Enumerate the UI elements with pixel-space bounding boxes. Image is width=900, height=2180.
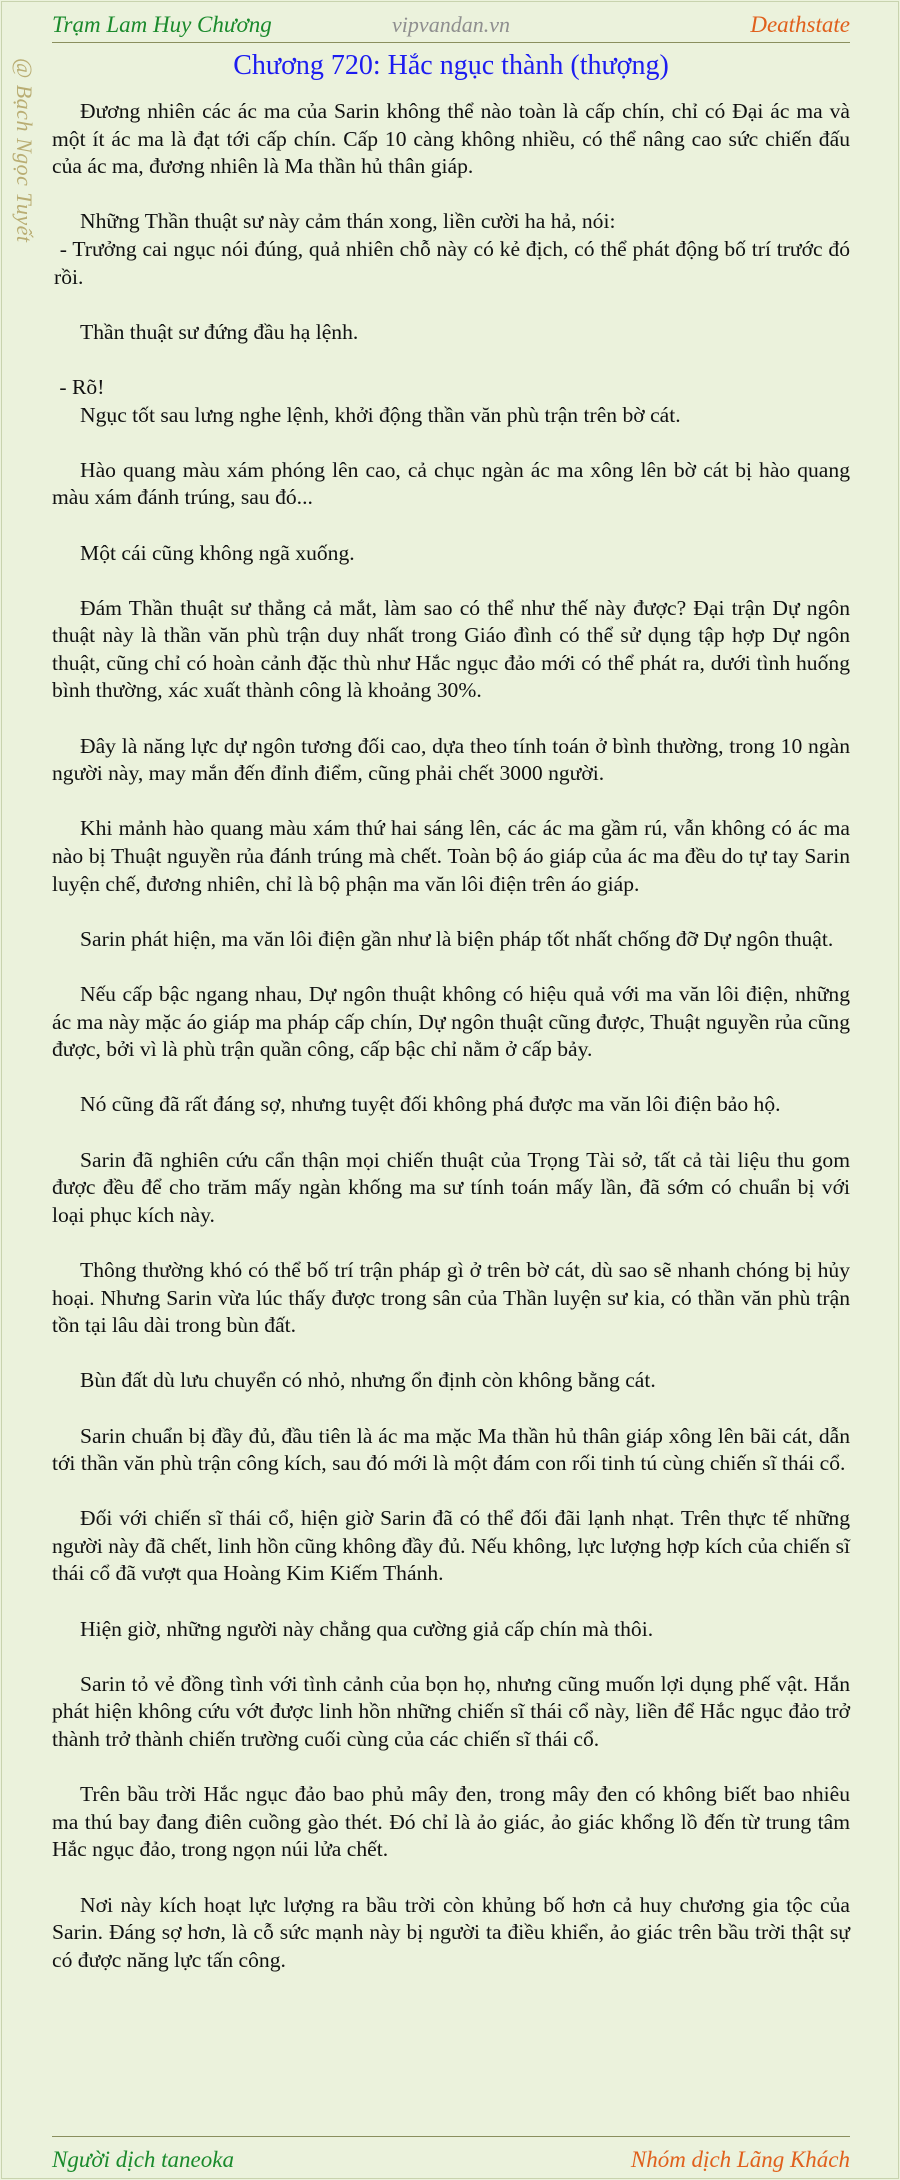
paragraph — [52, 208, 856, 291]
paragraph-line: Đối với chiến sĩ thái cổ, hiện giờ Sarin đã có thể đối đãi lạnh nhạt. Trên thực tế những người này đã chết, linh hồn cũng không đầy đủ. Nếu không, lực lượng hợp kích của chiến sĩ thái cổ đã vượt qua Hoàng Kim Kiếm Thánh. — [52, 1506, 850, 1586]
paragraph-line: Đây là năng lực dự ngôn tương đối cao, dựa theo tính toán ở bình thường, trong 10 ngàn người này, may mắn đến đỉnh điểm, cũng phải chết 3000 người. — [52, 733, 850, 786]
header-book-title: Trạm Lam Huy Chương — [52, 12, 272, 37]
paragraph — [52, 540, 850, 568]
paragraph-line: Sarin tỏ vẻ đồng tình với tình cảnh của bọn họ, nhưng cũng muốn lợi dụng phế vật. Hắn phát hiện không cứu vớt được linh hồn những chiến sĩ thái cổ này, liền để Hắc ngục đảo trở thành trở thành chiến trường cuối cùng của các chiến sĩ thái cổ. — [52, 1671, 850, 1752]
paragraph — [52, 1781, 850, 1864]
paragraph — [52, 1257, 850, 1340]
paragraph-line: Những Thần thuật sư này cảm thán xong, liền cười ha hả, nói: — [80, 209, 616, 234]
paragraph-line: Khi mảnh hào quang màu xám thứ hai sáng lên, các ác ma gầm rú, vẫn không có ác ma nào bị Thuật nguyền rủa đánh trúng mà chết. Toàn bộ áo giáp của ác ma đều do tự tay Sarin luyện chế, đương nhiên, chỉ là bộ phận ma văn lôi điện trên áo giáp. — [52, 816, 850, 896]
paragraph-line: Nơi này kích hoạt lực lượng ra bầu trời còn khủng bố hơn cả huy chương gia tộc của Sarin. Đáng sợ hơn, là cỗ sức mạnh này bị người ta điều khiển, ảo giác trên bầu trời thật sự có được năng lực tấn công. — [52, 1892, 850, 1972]
chapter-body — [52, 98, 856, 2002]
paragraph-line: Một cái cũng không ngã xuống. — [80, 540, 355, 565]
paragraph — [52, 1367, 850, 1395]
paragraph — [52, 1671, 850, 1754]
paragraph — [52, 733, 850, 788]
paragraph — [52, 926, 850, 954]
paragraph — [52, 595, 850, 705]
paragraph — [52, 815, 850, 898]
paragraph — [52, 1616, 850, 1644]
paragraph-line: Hào quang màu xám phóng lên cao, cả chục ngàn ác ma xông lên bờ cát bị hào quang màu xám đánh trúng, sau đó... — [52, 457, 850, 510]
side-watermark: @ Bạch Ngọc Tuyết — [12, 58, 37, 243]
paragraph-line: Bùn đất dù lưu chuyển có nhỏ, nhưng ổn định còn không bằng cát. — [80, 1368, 656, 1393]
paragraph-line: Hiện giờ, những người này chẳng qua cường giả cấp chín mà thôi. — [80, 1616, 654, 1641]
paragraph-line: Nếu cấp bậc ngang nhau, Dự ngôn thuật không có hiệu quả với ma văn lôi điện, những ác ma này mặc áo giáp ma pháp cấp chín, Dự ngôn thuật cũng được, Thuật nguyền rủa cũng được, bởi vì là phù trận quần công, cấp bậc chỉ nằm ở cấp bảy. — [52, 982, 850, 1062]
paragraph — [52, 98, 850, 181]
paragraph — [52, 1147, 850, 1230]
header-site: vipvandan.vn — [392, 12, 510, 37]
page-header — [52, 8, 850, 43]
paragraph-line: Thần thuật sư đứng đầu hạ lệnh. — [80, 319, 359, 344]
paragraph-line: - Trưởng cai ngục nói đúng, quả nhiên chỗ này có kẻ địch, có thể phát động bố trí trước đó rồi. — [54, 236, 856, 289]
paragraph-line: Trên bầu trời Hắc ngục đảo bao phủ mây đen, trong mây đen có không biết bao nhiêu ma thú bay đang điên cuồng gào thét. Đó chỉ là ảo giác, ảo giác khổng lồ đến từ trung tâm Hắc ngục đảo, trong ngọn núi lửa chết. — [52, 1782, 850, 1862]
paragraph — [52, 1892, 850, 1975]
header-author: Deathstate — [750, 12, 850, 37]
paragraph — [52, 981, 850, 1064]
chapter-title: Chương 720: Hắc ngục thành (thượng) — [233, 50, 669, 81]
page-footer — [52, 2136, 850, 2171]
paragraph-line: Thông thường khó có thể bố trí trận pháp gì ở trên bờ cát, dù sao sẽ nhanh chóng bị hủy hoại. Nhưng Sarin vừa lúc thấy được trong sân của Thần luyện sư kia, có thần văn phù trận tồn tại lâu dài trong bùn đất. — [52, 1257, 850, 1338]
paragraph-line: Đám Thần thuật sư thẳng cả mắt, làm sao có thể như thế này được? Đại trận Dự ngôn thuật này là thần văn phù trận duy nhất trong Giáo đình có thể sử dụng tập hợp Dự ngôn thuật, cũng chỉ có hoàn cảnh đặc thù như Hắc ngục đảo mới có thể phát ra, dưới tình huống bình thường, xác xuất thành công là khoảng 30%. — [52, 595, 850, 703]
paragraph-line: Sarin phát hiện, ma văn lôi điện gần như là biện pháp tốt nhất chống đỡ Dự ngôn thuật. — [80, 926, 834, 951]
paragraph-line: Ngục tốt sau lưng nghe lệnh, khởi động thần văn phù trận trên bờ cát. — [80, 402, 681, 427]
paragraph-line: Đương nhiên các ác ma của Sarin không thể nào toàn là cấp chín, chỉ có Đại ác ma và một ít ác ma là đạt tới cấp chín. Cấp 10 càng không nhiều, có thể nâng cao sức chiến đấu của ác ma, đương nhiên là Ma thần hủ thân giáp. — [52, 99, 850, 179]
paragraph — [52, 319, 850, 347]
paragraph — [52, 1091, 850, 1119]
paragraph — [52, 457, 850, 512]
paragraph-line: Nó cũng đã rất đáng sợ, nhưng tuyệt đối không phá được ma văn lôi điện bảo hộ. — [80, 1092, 781, 1117]
paragraph-line: Sarin chuẩn bị đầy đủ, đầu tiên là ác ma mặc Ma thần hủ thân giáp xông lên bãi cát, dẫn tới thần văn phù trận công kích, sau đó mới là một đám con rối tinh tú cùng chiến sĩ thái cổ. — [52, 1423, 850, 1476]
footer-group: Nhóm dịch Lãng Khách — [630, 2147, 850, 2172]
paragraph-line: - Rõ! — [54, 374, 105, 399]
footer-translator: Người dịch taneoka — [52, 2147, 234, 2172]
paragraph-line: Sarin đã nghiên cứu cẩn thận mọi chiến thuật của Trọng Tài sở, tất cả tài liệu thu gom được đều để cho trăm mấy ngàn khống ma sư tính toán mấy lần, đã sớm có chuẩn bị với loại phục kích này. — [52, 1147, 850, 1227]
paragraph — [52, 1505, 850, 1588]
paragraph — [52, 1423, 850, 1478]
paragraph — [52, 374, 850, 429]
